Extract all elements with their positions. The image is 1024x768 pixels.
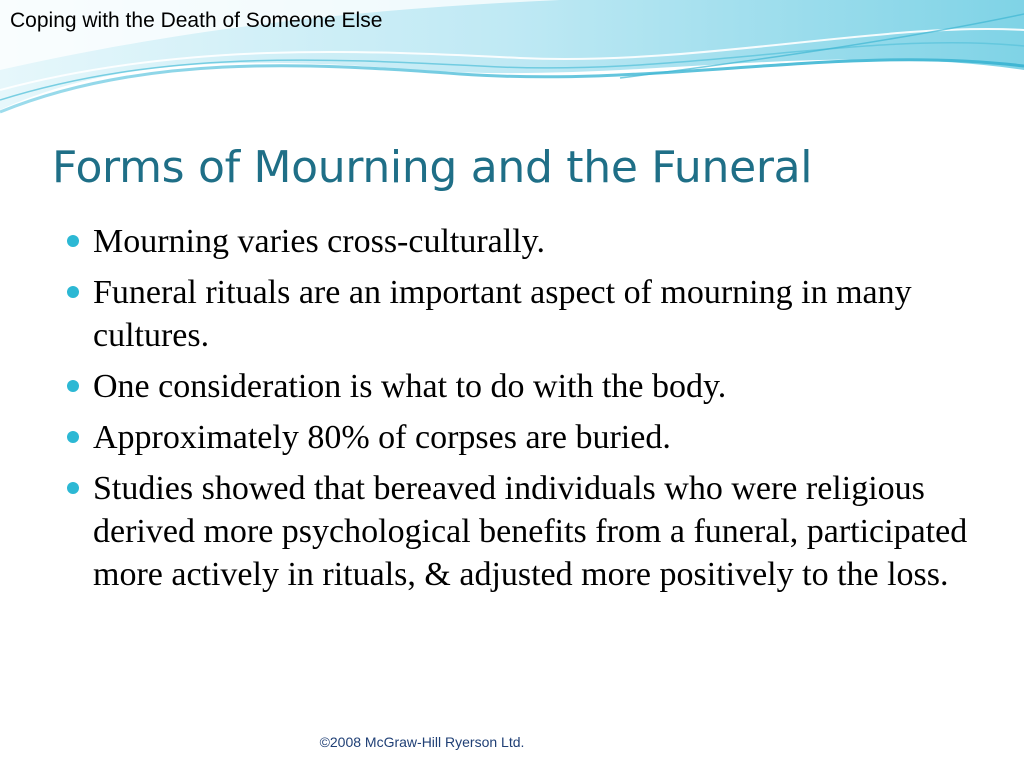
bullet-dot-icon <box>67 482 79 494</box>
bullet-item <box>60 416 970 459</box>
bullet-text: Funeral rituals are an important aspect of mourning in many cultures. <box>93 274 912 354</box>
header-text: Coping with the Death of Someone Else <box>10 9 383 32</box>
bullet-item <box>60 365 970 408</box>
bullet-item <box>60 271 970 357</box>
bullet-dot-icon <box>67 380 79 392</box>
bullet-dot-icon <box>67 286 79 298</box>
bullet-text: Studies showed that bereaved individuals who were religious derived more psychological benefits from a funeral, participated more actively in rituals, & adjusted more positively to the loss. <box>93 470 968 593</box>
bullet-list <box>60 220 970 604</box>
bullet-dot-icon <box>67 431 79 443</box>
bullet-text: One consideration is what to do with the body. <box>93 368 727 405</box>
bullet-dot-icon <box>67 235 79 247</box>
bullet-item <box>60 467 970 596</box>
bullet-text: Mourning varies cross-culturally. <box>93 223 545 260</box>
slide-title: Forms of Mourning and the Funeral <box>52 142 813 193</box>
bullet-item <box>60 220 970 263</box>
bullet-text: Approximately 80% of corpses are buried. <box>93 419 671 456</box>
copyright-footer: ©2008 McGraw-Hill Ryerson Ltd. <box>319 734 525 750</box>
